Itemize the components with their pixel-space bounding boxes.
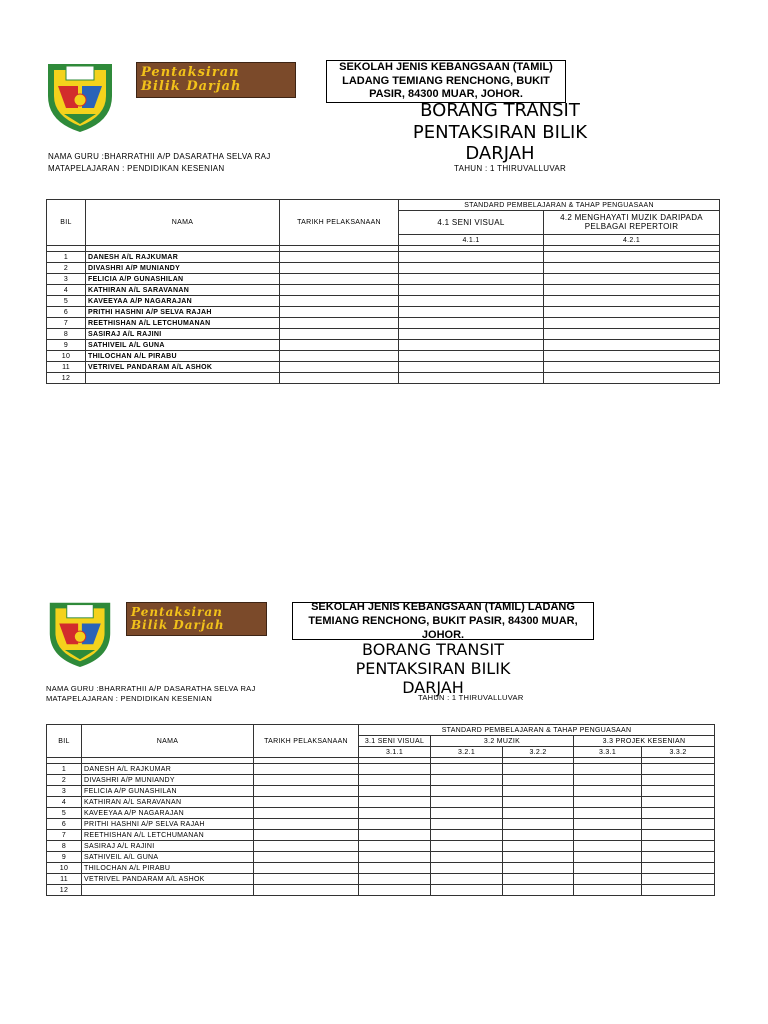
banner-line-1: Pentaksiran xyxy=(131,605,223,620)
row-score-cell[interactable] xyxy=(399,351,544,362)
row-nama: SASIRAJ A/L RAJINI xyxy=(82,841,254,852)
row-nama: PRITHI HASHNI A/P SELVA RAJAH xyxy=(86,307,280,318)
row-tarikh-cell[interactable] xyxy=(254,819,359,830)
title-line-2: PENTAKSIRAN BILIK xyxy=(355,659,511,679)
row-score-cell[interactable] xyxy=(359,874,431,885)
subject-name: MATAPELAJARAN : PENDIDIKAN KESENIAN xyxy=(48,164,225,173)
banner-line-2: Bilik Darjah xyxy=(141,79,242,94)
school-crest-logo xyxy=(46,595,114,669)
header-4-1: 4.1 SENI VISUAL xyxy=(399,211,544,235)
row-tarikh-cell[interactable] xyxy=(280,351,399,362)
banner-line-1: Pentaksiran xyxy=(141,65,240,81)
row-bil: 12 xyxy=(47,885,82,896)
row-score-cell[interactable] xyxy=(399,340,544,351)
row-nama: FELICIA A/P GUNASHILAN xyxy=(86,274,280,285)
row-nama: KATHIRAN A/L SARAVANAN xyxy=(82,797,254,808)
row-score-cell[interactable] xyxy=(503,775,574,786)
row-tarikh-cell[interactable] xyxy=(280,362,399,373)
row-nama: KATHIRAN A/L SARAVANAN xyxy=(86,285,280,296)
pentaksiran-banner xyxy=(136,62,296,98)
row-nama: DANESH A/L RAJKUMAR xyxy=(82,764,254,775)
row-tarikh-cell[interactable] xyxy=(280,274,399,285)
table-row xyxy=(47,885,715,896)
row-tarikh-cell[interactable] xyxy=(280,340,399,351)
row-nama: PRITHI HASHNI A/P SELVA RAJAH xyxy=(82,819,254,830)
header-bil: BIL xyxy=(47,200,86,246)
row-tarikh-cell[interactable] xyxy=(280,285,399,296)
row-score-cell[interactable] xyxy=(359,819,431,830)
banner-line-2: Bilik Darjah xyxy=(131,618,225,632)
row-score-cell[interactable] xyxy=(574,885,642,896)
row-score-cell[interactable] xyxy=(574,797,642,808)
header-3-3-1: 3.3.1 xyxy=(574,747,642,758)
row-nama: SASIRAJ A/L RAJINI xyxy=(86,329,280,340)
row-score-cell[interactable] xyxy=(574,775,642,786)
row-bil: 3 xyxy=(47,274,86,285)
row-score-cell[interactable] xyxy=(359,885,431,896)
row-score-cell[interactable] xyxy=(359,775,431,786)
row-score-cell[interactable] xyxy=(544,340,720,351)
row-score-cell[interactable] xyxy=(399,373,544,384)
row-tarikh-cell[interactable] xyxy=(280,329,399,340)
row-score-cell[interactable] xyxy=(399,252,544,263)
row-score-cell[interactable] xyxy=(642,830,715,841)
school-name-box xyxy=(292,602,594,640)
row-nama: SATHIVEIL A/L GUNA xyxy=(82,852,254,863)
row-score-cell[interactable] xyxy=(642,852,715,863)
row-bil: 2 xyxy=(47,263,86,274)
row-bil: 3 xyxy=(47,786,82,797)
row-score-cell[interactable] xyxy=(544,318,720,329)
form-title xyxy=(370,100,630,165)
row-bil: 4 xyxy=(47,285,86,296)
row-score-cell[interactable] xyxy=(431,885,503,896)
row-score-cell[interactable] xyxy=(574,874,642,885)
table-row xyxy=(47,351,720,362)
row-nama: KAVEEYAA A/P NAGARAJAN xyxy=(86,296,280,307)
row-tarikh-cell[interactable] xyxy=(254,797,359,808)
row-bil: 1 xyxy=(47,252,86,263)
header-standard: STANDARD PEMBELAJARAN & TAHAP PENGUASAAN xyxy=(359,725,715,736)
table-row xyxy=(47,285,720,296)
row-score-cell[interactable] xyxy=(544,252,720,263)
row-score-cell[interactable] xyxy=(503,764,574,775)
row-score-cell[interactable] xyxy=(431,819,503,830)
row-bil: 6 xyxy=(47,307,86,318)
row-score-cell[interactable] xyxy=(642,764,715,775)
row-tarikh-cell[interactable] xyxy=(280,252,399,263)
row-score-cell[interactable] xyxy=(574,841,642,852)
row-score-cell[interactable] xyxy=(359,808,431,819)
class-year: TAHUN : 1 THIRUVALLUVAR xyxy=(418,693,524,702)
row-score-cell[interactable] xyxy=(359,786,431,797)
row-score-cell[interactable] xyxy=(399,274,544,285)
row-nama: DIVASHRI A/P MUNIANDY xyxy=(82,775,254,786)
table-row xyxy=(47,863,715,874)
row-bil: 11 xyxy=(47,362,86,373)
row-nama xyxy=(86,373,280,384)
row-tarikh-cell[interactable] xyxy=(254,775,359,786)
form-1 xyxy=(0,0,768,420)
row-score-cell[interactable] xyxy=(642,808,715,819)
row-score-cell[interactable] xyxy=(574,852,642,863)
row-score-cell[interactable] xyxy=(544,362,720,373)
row-score-cell[interactable] xyxy=(399,307,544,318)
row-score-cell[interactable] xyxy=(503,852,574,863)
table-row xyxy=(47,274,720,285)
row-bil: 1 xyxy=(47,764,82,775)
table-row xyxy=(47,874,715,885)
table-row xyxy=(47,340,720,351)
row-score-cell[interactable] xyxy=(503,841,574,852)
row-score-cell[interactable] xyxy=(503,863,574,874)
table-row xyxy=(47,329,720,340)
row-nama: DIVASHRI A/P MUNIANDY xyxy=(86,263,280,274)
row-nama: VETRIVEL PANDARAM A/L ASHOK xyxy=(82,874,254,885)
row-nama: REETHISHAN A/L LETCHUMANAN xyxy=(82,830,254,841)
title-line-3: DARJAH xyxy=(465,143,535,165)
row-score-cell[interactable] xyxy=(574,808,642,819)
row-bil: 8 xyxy=(47,841,82,852)
pentaksiran-banner xyxy=(126,602,267,636)
row-score-cell[interactable] xyxy=(503,786,574,797)
row-bil: 10 xyxy=(47,351,86,362)
row-tarikh-cell[interactable] xyxy=(280,296,399,307)
form-title xyxy=(318,640,548,698)
row-score-cell[interactable] xyxy=(359,863,431,874)
school-name: SEKOLAH JENIS KEBANGSAAN (TAMIL) LADANG TEMIANG RENCHONG, BUKIT PASIR, 84300 MUAR, JOHOR. xyxy=(308,600,578,642)
row-tarikh-cell[interactable] xyxy=(280,263,399,274)
header-3-2-1: 3.2.1 xyxy=(431,747,503,758)
header-3-3: 3.3 PROJEK KESENIAN xyxy=(574,736,715,747)
class-year: TAHUN : 1 THIRUVALLUVAR xyxy=(454,164,567,173)
row-bil: 9 xyxy=(47,340,86,351)
row-nama: KAVEEYAA A/P NAGARAJAN xyxy=(82,808,254,819)
row-nama: REETHISHAN A/L LETCHUMANAN xyxy=(86,318,280,329)
row-score-cell[interactable] xyxy=(431,797,503,808)
table-row xyxy=(47,841,715,852)
row-score-cell[interactable] xyxy=(503,874,574,885)
table-row xyxy=(47,808,715,819)
row-score-cell[interactable] xyxy=(642,786,715,797)
header-4-2: 4.2 MENGHAYATI MUZIK DARIPADA PELBAGAI REPERTOIR xyxy=(544,211,720,235)
table-row xyxy=(47,852,715,863)
row-score-cell[interactable] xyxy=(431,874,503,885)
row-score-cell[interactable] xyxy=(503,819,574,830)
row-score-cell[interactable] xyxy=(544,307,720,318)
row-score-cell[interactable] xyxy=(431,830,503,841)
row-score-cell[interactable] xyxy=(399,362,544,373)
row-score-cell[interactable] xyxy=(359,830,431,841)
row-score-cell[interactable] xyxy=(431,775,503,786)
row-score-cell[interactable] xyxy=(642,874,715,885)
row-score-cell[interactable] xyxy=(359,841,431,852)
row-score-cell[interactable] xyxy=(574,819,642,830)
row-nama: DANESH A/L RAJKUMAR xyxy=(86,252,280,263)
title-line-2: PENTAKSIRAN BILIK xyxy=(412,121,588,143)
row-score-cell[interactable] xyxy=(642,775,715,786)
row-bil: 2 xyxy=(47,775,82,786)
form-2 xyxy=(0,590,768,910)
header-bil: BIL xyxy=(47,725,82,758)
table-row xyxy=(47,373,720,384)
row-score-cell[interactable] xyxy=(544,296,720,307)
row-score-cell[interactable] xyxy=(544,329,720,340)
row-tarikh-cell[interactable] xyxy=(254,874,359,885)
table-row xyxy=(47,764,715,775)
row-score-cell[interactable] xyxy=(431,808,503,819)
row-bil: 12 xyxy=(47,373,86,384)
header-tarikh: TARIKH PELAKSANAAN xyxy=(280,200,399,246)
header-3-3-2: 3.3.2 xyxy=(642,747,715,758)
table-row xyxy=(47,775,715,786)
table-row xyxy=(47,786,715,797)
row-score-cell[interactable] xyxy=(642,863,715,874)
table-row xyxy=(47,819,715,830)
school-name-box xyxy=(326,60,566,103)
row-tarikh-cell[interactable] xyxy=(280,307,399,318)
row-nama: THILOCHAN A/L PIRABU xyxy=(86,351,280,362)
row-bil: 7 xyxy=(47,318,86,329)
row-score-cell[interactable] xyxy=(574,764,642,775)
table-row xyxy=(47,830,715,841)
header-tarikh: TARIKH PELAKSANAAN xyxy=(254,725,359,758)
row-score-cell[interactable] xyxy=(642,885,715,896)
table-row xyxy=(47,296,720,307)
table-row xyxy=(47,318,720,329)
row-score-cell[interactable] xyxy=(359,852,431,863)
table-row xyxy=(47,362,720,373)
row-score-cell[interactable] xyxy=(431,841,503,852)
row-tarikh-cell[interactable] xyxy=(254,852,359,863)
row-tarikh-cell[interactable] xyxy=(254,841,359,852)
row-score-cell[interactable] xyxy=(642,841,715,852)
row-tarikh-cell[interactable] xyxy=(254,808,359,819)
row-nama: THILOCHAN A/L PIRABU xyxy=(82,863,254,874)
table-row xyxy=(47,263,720,274)
header-3-1: 3.1 SENI VISUAL xyxy=(359,736,431,747)
row-score-cell[interactable] xyxy=(431,786,503,797)
row-score-cell[interactable] xyxy=(399,285,544,296)
assessment-table-2 xyxy=(46,724,715,896)
row-bil: 5 xyxy=(47,808,82,819)
title-line-1: BORANG TRANSIT xyxy=(362,640,504,659)
row-bil: 5 xyxy=(47,296,86,307)
row-tarikh-cell[interactable] xyxy=(254,863,359,874)
row-nama: VETRIVEL PANDARAM A/L ASHOK xyxy=(86,362,280,373)
row-tarikh-cell[interactable] xyxy=(254,885,359,896)
row-score-cell[interactable] xyxy=(544,351,720,362)
header-4-2-1: 4.2.1 xyxy=(544,235,720,246)
header-3-1-1: 3.1.1 xyxy=(359,747,431,758)
header-standard: STANDARD PEMBELAJARAN & TAHAP PENGUASAAN xyxy=(399,200,720,211)
row-nama: SATHIVEIL A/L GUNA xyxy=(86,340,280,351)
row-tarikh-cell[interactable] xyxy=(280,318,399,329)
row-bil: 8 xyxy=(47,329,86,340)
school-crest-logo xyxy=(44,56,116,134)
row-bil: 7 xyxy=(47,830,82,841)
row-bil: 4 xyxy=(47,797,82,808)
row-score-cell[interactable] xyxy=(544,263,720,274)
row-score-cell[interactable] xyxy=(642,819,715,830)
row-tarikh-cell[interactable] xyxy=(254,764,359,775)
row-score-cell[interactable] xyxy=(574,786,642,797)
header-4-1-1: 4.1.1 xyxy=(399,235,544,246)
school-name: SEKOLAH JENIS KEBANGSAAN (TAMIL) LADANG TEMIANG RENCHONG, BUKIT PASIR, 84300 MUAR, JOHOR. xyxy=(339,60,553,101)
row-bil: 9 xyxy=(47,852,82,863)
header-nama: NAMA xyxy=(86,200,280,246)
row-score-cell[interactable] xyxy=(399,263,544,274)
teacher-name: NAMA GURU :BHARRATHII A/P DASARATHA SELVA RAJ xyxy=(46,684,256,693)
assessment-table-1 xyxy=(46,199,720,384)
row-score-cell[interactable] xyxy=(359,764,431,775)
row-score-cell[interactable] xyxy=(574,830,642,841)
row-bil: 10 xyxy=(47,863,82,874)
row-score-cell[interactable] xyxy=(503,797,574,808)
row-score-cell[interactable] xyxy=(574,863,642,874)
header-nama: NAMA xyxy=(82,725,254,758)
header-3-2-2: 3.2.2 xyxy=(503,747,574,758)
row-score-cell[interactable] xyxy=(544,274,720,285)
row-score-cell[interactable] xyxy=(544,373,720,384)
row-score-cell[interactable] xyxy=(503,885,574,896)
row-tarikh-cell[interactable] xyxy=(280,373,399,384)
row-tarikh-cell[interactable] xyxy=(254,786,359,797)
subject-name: MATAPELAJARAN : PENDIDIKAN KESENIAN xyxy=(46,694,213,703)
title-line-3: DARJAH xyxy=(402,678,464,698)
row-bil: 11 xyxy=(47,874,82,885)
title-line-1: BORANG TRANSIT xyxy=(420,100,580,121)
row-score-cell[interactable] xyxy=(431,852,503,863)
row-score-cell[interactable] xyxy=(503,830,574,841)
row-score-cell[interactable] xyxy=(399,296,544,307)
table-row xyxy=(47,307,720,318)
row-score-cell[interactable] xyxy=(503,808,574,819)
row-score-cell[interactable] xyxy=(359,797,431,808)
row-score-cell[interactable] xyxy=(642,797,715,808)
table-row xyxy=(47,252,720,263)
teacher-name: NAMA GURU :BHARRATHII A/P DASARATHA SELVA RAJ xyxy=(48,152,271,161)
table-row xyxy=(47,797,715,808)
row-bil: 6 xyxy=(47,819,82,830)
row-score-cell[interactable] xyxy=(431,863,503,874)
row-score-cell[interactable] xyxy=(399,329,544,340)
header-3-2: 3.2 MUZIK xyxy=(431,736,574,747)
row-score-cell[interactable] xyxy=(399,318,544,329)
row-nama: FELICIA A/P GUNASHILAN xyxy=(82,786,254,797)
row-score-cell[interactable] xyxy=(544,285,720,296)
row-nama xyxy=(82,885,254,896)
row-tarikh-cell[interactable] xyxy=(254,830,359,841)
row-score-cell[interactable] xyxy=(431,764,503,775)
